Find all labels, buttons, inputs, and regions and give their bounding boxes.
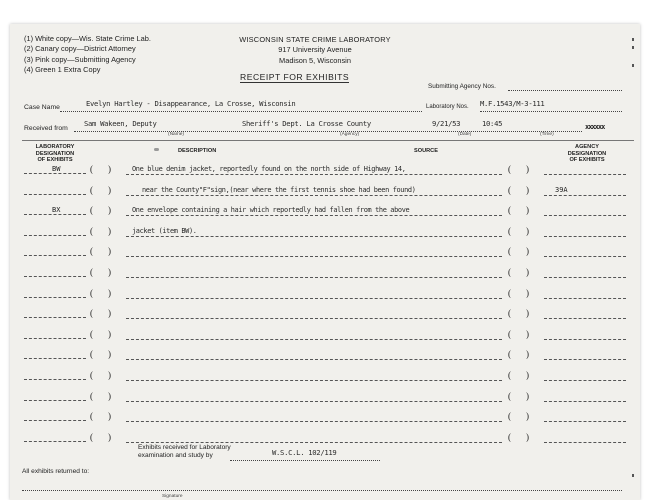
received-from-line	[74, 131, 582, 132]
lab-designation-line	[24, 194, 86, 195]
exhibits-received-label: Exhibits received for Laboratory examination and study by	[138, 444, 231, 459]
paren-open: (	[508, 391, 511, 401]
agency-designation-line	[544, 339, 626, 340]
time-caption: (Time)	[540, 132, 554, 137]
received-by-line	[230, 460, 380, 461]
agency-designation-header: AGENCY DESIGNATION OF EXHIBITS	[567, 144, 607, 163]
header-top-rule	[22, 140, 634, 141]
paren-open: (	[90, 391, 93, 401]
description-line	[126, 380, 502, 381]
paren-open: (	[90, 411, 93, 421]
paren-open: (	[508, 185, 511, 195]
signature-caption: Signature	[162, 494, 183, 499]
laboratory-nos-line	[480, 111, 622, 112]
agency-designation-line	[544, 215, 626, 216]
description-line	[126, 174, 502, 175]
agency-designation-line	[544, 359, 626, 360]
paren-close: )	[526, 164, 529, 174]
paren-open: (	[508, 411, 511, 421]
paren-open: (	[508, 267, 511, 277]
description-line	[126, 442, 502, 443]
description-line	[126, 236, 502, 237]
exhibit-description: One blue denim jacket, reportedly found on the north side of Highway 14,	[132, 165, 406, 173]
lab-designation-line	[24, 235, 86, 236]
paren-open: (	[90, 205, 93, 215]
received-from-name: Sam Wakeen, Deputy	[84, 119, 157, 128]
paren-close: )	[108, 432, 111, 442]
paren-close: )	[108, 308, 111, 318]
source-header: SOURCE	[414, 148, 438, 154]
all-exhibits-returned-label: All exhibits returned to:	[22, 468, 90, 475]
description-header: DESCRIPTION	[178, 148, 217, 154]
copy-line: (3) Pink copy—Submitting Agency	[24, 54, 136, 64]
lab-designation-line	[24, 173, 86, 174]
paren-close: )	[108, 411, 111, 421]
edge-mark	[632, 46, 634, 49]
paren-close: )	[526, 226, 529, 236]
laboratory-nos-label: Laboratory Nos.	[426, 104, 469, 110]
lab-designation-header: LABORATORY DESIGNATION OF EXHIBITS	[35, 144, 75, 163]
copy-line: (4) Green 1 Extra Copy	[24, 64, 101, 74]
paren-open: (	[508, 288, 511, 298]
paren-open: (	[90, 288, 93, 298]
paren-close: )	[108, 349, 111, 359]
edge-mark	[632, 474, 634, 477]
paren-open: (	[90, 267, 93, 277]
paren-close: )	[526, 185, 529, 195]
paren-open: (	[90, 246, 93, 256]
paren-close: )	[526, 432, 529, 442]
form-title: RECEIPT FOR EXHIBITS	[240, 72, 350, 82]
copy-line: (1) White copy—Wis. State Crime Lab.	[24, 34, 151, 43]
lab-designation-line	[24, 400, 86, 401]
paren-close: )	[108, 164, 111, 174]
returned-to-line	[22, 490, 622, 491]
description-line	[126, 298, 502, 299]
lab-designation-line	[24, 441, 86, 442]
description-line	[126, 318, 502, 319]
receipt-form	[10, 24, 640, 500]
lab-designation-code: BW	[52, 165, 61, 173]
agency-designation-line	[544, 380, 626, 381]
received-by-value: W.S.C.L. 102/119	[272, 448, 337, 457]
paren-close: )	[526, 411, 529, 421]
paren-open: (	[508, 370, 511, 380]
paren-open: (	[508, 205, 511, 215]
copy-distribution-list	[24, 34, 151, 75]
paren-open: (	[508, 329, 511, 339]
paren-close: )	[108, 329, 111, 339]
paren-open: (	[90, 226, 93, 236]
received-date: 9/21/53	[432, 119, 461, 128]
lab-designation-line	[24, 338, 86, 339]
description-line	[126, 256, 502, 257]
paren-open: (	[90, 432, 93, 442]
paren-open: (	[508, 226, 511, 236]
paren-close: )	[108, 205, 111, 215]
paren-open: (	[90, 370, 93, 380]
agency-designation-value: 39A	[555, 186, 568, 194]
paren-close: )	[108, 185, 111, 195]
date-caption: (Date)	[458, 132, 472, 137]
received-from-agency: Sheriff's Dept. La Crosse County	[242, 119, 371, 128]
organization-city: Madison 5, Wisconsin	[279, 55, 351, 65]
agency-designation-line	[544, 401, 626, 402]
paren-close: )	[108, 267, 111, 277]
paren-open: (	[508, 308, 511, 318]
lab-designation-line	[24, 255, 86, 256]
description-line	[126, 359, 502, 360]
paren-close: )	[108, 246, 111, 256]
paren-close: )	[526, 349, 529, 359]
lab-designation-line	[24, 297, 86, 298]
description-line	[126, 277, 502, 278]
paren-close: )	[526, 308, 529, 318]
laboratory-nos-value: M.F.1543/M-3-111	[480, 99, 545, 108]
description-line	[126, 195, 502, 196]
case-name-label: Case Name	[24, 104, 60, 111]
paren-close: )	[526, 267, 529, 277]
agency-designation-line	[544, 195, 626, 196]
agency-designation-line	[544, 298, 626, 299]
paren-open: (	[90, 164, 93, 174]
agency-caption: (Agency)	[340, 132, 360, 137]
organization-address: 917 University Avenue	[278, 45, 352, 55]
paren-close: )	[526, 391, 529, 401]
paren-close: )	[108, 370, 111, 380]
lab-designation-line	[24, 317, 86, 318]
case-name-value: Evelyn Hartley - Disappearance, La Crosse, Wisconsin	[86, 99, 296, 108]
description-line	[126, 401, 502, 402]
edge-mark	[632, 38, 634, 41]
lab-designation-line	[24, 276, 86, 277]
lab-designation-line	[24, 420, 86, 421]
description-line	[126, 215, 502, 216]
paren-close: )	[526, 246, 529, 256]
exhibit-description: jacket (item BW).	[132, 227, 197, 235]
paren-open: (	[90, 329, 93, 339]
paren-close: )	[108, 288, 111, 298]
paren-close: )	[526, 205, 529, 215]
description-bullet	[154, 148, 159, 151]
case-name-line	[60, 111, 422, 112]
paren-open: (	[90, 349, 93, 359]
exhibit-description: near the County"F"sign,(near where the first tennis shoe had been found)	[142, 186, 416, 194]
agency-designation-line	[544, 318, 626, 319]
paren-close: )	[108, 391, 111, 401]
lab-designation-line	[24, 379, 86, 380]
submitting-agency-line	[508, 90, 622, 91]
agency-designation-line	[544, 236, 626, 237]
edge-mark	[632, 64, 634, 67]
paren-open: (	[508, 349, 511, 359]
description-line	[126, 421, 502, 422]
paren-open: (	[508, 432, 511, 442]
description-line	[126, 339, 502, 340]
name-caption: (Name)	[168, 132, 184, 137]
exhibit-description: One envelope containing a hair which reportedly had fallen from the above	[132, 206, 410, 214]
received-from-label: Received from	[24, 125, 68, 132]
lab-designation-line	[24, 214, 86, 215]
agency-designation-line	[544, 442, 626, 443]
paren-open: (	[508, 164, 511, 174]
organization-header	[210, 35, 420, 66]
paren-open: (	[90, 308, 93, 318]
agency-designation-line	[544, 256, 626, 257]
lab-designation-line	[24, 358, 86, 359]
submitting-agency-label: Submitting Agency Nos.	[428, 83, 496, 90]
copy-line: (2) Canary copy—District Attorney	[24, 44, 136, 54]
paren-close: )	[526, 370, 529, 380]
agency-designation-line	[544, 277, 626, 278]
paren-close: )	[526, 329, 529, 339]
time-strikeout: xxxxxx	[585, 123, 605, 131]
paren-close: )	[108, 226, 111, 236]
organization-name: WISCONSIN STATE CRIME LABORATORY	[239, 35, 391, 44]
paren-open: (	[90, 185, 93, 195]
agency-designation-line	[544, 174, 626, 175]
lab-designation-code: BX	[52, 206, 61, 214]
paren-open: (	[508, 246, 511, 256]
received-time: 10:45	[482, 119, 503, 128]
agency-designation-line	[544, 421, 626, 422]
paren-close: )	[526, 288, 529, 298]
